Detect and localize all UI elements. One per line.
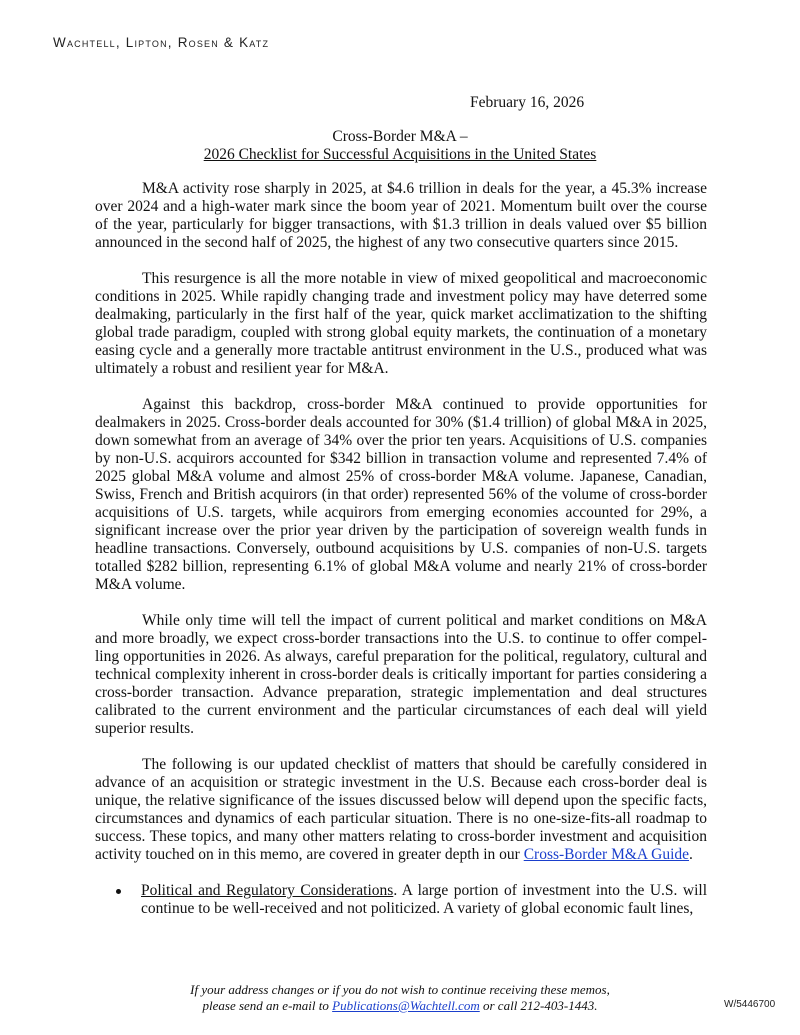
checklist-bullet-political <box>95 882 707 918</box>
body-paragraph-1: M&A activity rose sharply in 2025, at $4.6 trillion in deals for the year, a 45.3% increase over 2024 and a high-water mark since the boom year of 2021. Momentum built over the course of the year, particularly for bigger transactions, with $1.3 trillion in deals valued over $5 billion announced in the second half of 2025, the highest of any two consecutive quarters since 2015. <box>95 180 707 251</box>
footer-notice <box>95 982 705 1014</box>
footer-line-1: If your address changes or if you do not wish to continue receiving these memos, <box>190 982 610 997</box>
body-paragraph-2: This resurgence is all the more notable in view of mixed geopolitical and macroeconomic conditions in 2025. While rapidly changing trade and investment policy may have deterred some dealmaking, particularly in the first half of the year, quick market acclimatization to the shifting global trade paradigm, coupled with strong global equity markets, the continuation of a monetary easing cycle and a generally more tractable antitrust environment in the U.S., produced what was ultimately a robust and resilient year for M&A. <box>95 270 707 377</box>
body-paragraph-5 <box>95 756 707 864</box>
bullet-heading: Political and Regulatory Considerations <box>141 882 394 899</box>
cross-border-guide-link[interactable]: Cross-Border M&A Guide <box>523 846 690 863</box>
body-paragraph-4: While only time will tell the impact of current political and market conditions on M&A and more broadly, we expect cross-border transactions into the U.S. to continue to offer compelling opportunities in 2026. As always, careful preparation for the political, regulatory, cultural and technical complexity inherent in cross-border deals is critically important for parties considering a cross-border transaction. Advance preparation, strategic implementation and deal structures calibrated to the current environment and the particular circumstances of each deal will yield superior results. <box>95 612 707 737</box>
memo-date: February 16, 2026 <box>470 94 585 111</box>
footer-prefix: please send an e-mail to <box>202 998 333 1013</box>
title-line-1: Cross-Border M&A – <box>332 128 468 145</box>
footer-suffix: or call 212-403-1443. <box>479 998 598 1013</box>
bullet-dot-icon <box>116 889 121 894</box>
publications-email-link[interactable]: Publications@Wachtell.com <box>332 998 480 1013</box>
checklist-trailing: . <box>689 846 693 863</box>
bullet-text: . A large portion of investment into the U.S. will continue to be well-received and not politicized. A variety of global economic fault lines, <box>141 882 708 917</box>
body-paragraph-3: Against this backdrop, cross-border M&A continued to provide opportunities for dealmakers in 2025. Cross-border deals accounted for 30% ($1.4 trillion) of global M&A in 2025, down somewhat from an average of 34% over the prior ten years. Acquisitions of U.S. companies by non-U.S. acquirors accounted for $342 billion in transaction volume and represented 7.4% of 2025 global M&A volume and almost 25% of cross-border M&A volume. Japanese, Canadian, Swiss, French and British acquirors (in that order) represented 56% of the volume of cross-border acquisitions of U.S. targets, while acquirors from emerging economies accounted for 29%, a significant increase over the prior year driven by the participation of sovereign wealth funds in headline transactions. Conversely, outbound acquisitions by U.S. companies of non-U.S. targets totalled $282 billion, representing 6.1% of global M&A volume and nearly 21% of cross-border M&A volume. <box>95 396 707 593</box>
memo-body <box>95 180 707 918</box>
firm-name: Wachtell, Lipton, Rosen & Katz <box>53 35 270 50</box>
memo-title <box>95 128 705 164</box>
title-line-2: 2026 Checklist for Successful Acquisitions in the United States <box>203 146 597 163</box>
checklist-intro-text: The following is our updated checklist of matters that should be carefully considered in advance of an acquisition or strategic investment in the U.S. Because each cross-border deal is unique, the relative significance of the issues discussed below will depend upon the specific facts, circumstances and dynamics of each particular situation. There is no one-size-fits-all roadmap to success. These topics, and many other matters relating to cross-border investment and acquisition activity touched on in this memo, are covered in greater depth in our <box>95 756 707 863</box>
footer-line-2 <box>95 998 705 1014</box>
document-id: W/5446700 <box>724 999 776 1010</box>
